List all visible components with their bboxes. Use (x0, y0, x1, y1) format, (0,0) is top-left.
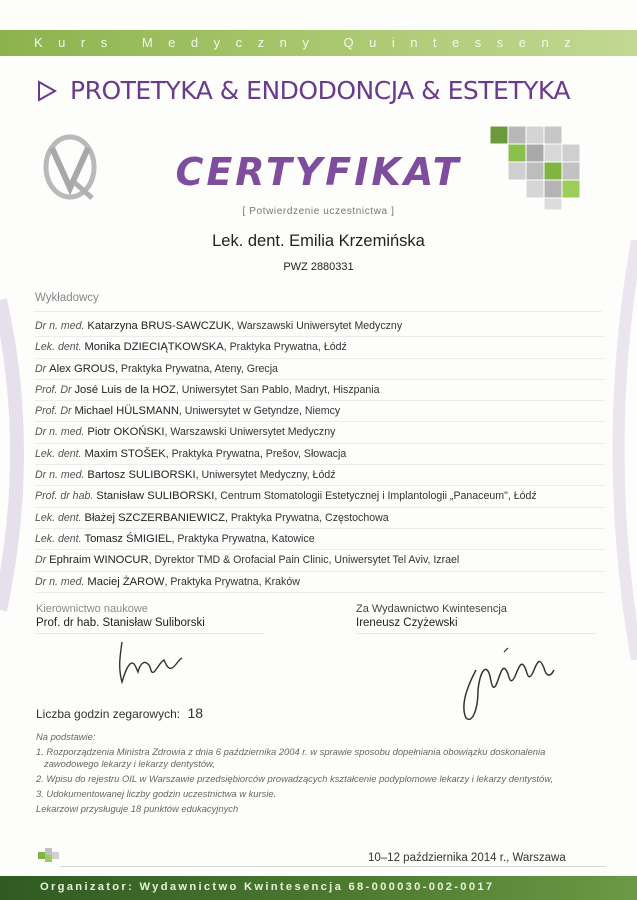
recipient-name: Lek. dent. Emilia Krzemińska (212, 232, 425, 250)
lecturer-title: Lek. dent. (35, 447, 82, 460)
lecturer-affiliation: , Warszawski Uniwersytet Medyczny (164, 426, 336, 439)
list-item (35, 572, 605, 593)
list-item (35, 316, 605, 337)
lecturer-title: Dr n. med. (35, 426, 85, 439)
event-date-place: 10–12 października 2014 r., Warszawa (368, 852, 566, 864)
list-item (35, 465, 605, 486)
list-item (35, 359, 605, 380)
lecturers-list (35, 316, 605, 593)
legal-basis-label: Na podstawie: (36, 731, 96, 742)
lecturer-title: Dr n. med. (35, 320, 85, 332)
list-item (35, 508, 605, 529)
lecturer-affiliation: , Dyrektor TMD & Orofacial Pain Clinic, Uniwersytet Tel Aviv, Izrael (148, 554, 460, 567)
lecturers-divider (34, 311, 602, 312)
lecturer-title: Prof. Dr (35, 405, 72, 418)
lecturer-name: Alex GROUS (49, 362, 116, 375)
small-cube-icon (36, 844, 62, 866)
lecturers-label: Wykładowcy (35, 292, 99, 304)
publisher-label: Za Wydawnictwo Kwintesencja (356, 603, 507, 615)
scientific-direction-label: Kierownictwo naukowe (36, 603, 148, 615)
lecturer-affiliation: , Praktyka Prywatna, Częstochowa (224, 511, 389, 524)
list-item (35, 401, 605, 422)
organizer-band (0, 876, 637, 900)
lecturer-title: Prof. dr hab. (35, 490, 94, 503)
course-band (0, 30, 637, 56)
list-item (35, 550, 605, 571)
lecturer-affiliation: , Warszawski Uniwersytet Medyczny (231, 320, 403, 332)
lecturer-title: Lek. dent. (35, 511, 82, 524)
lecturer-title: Prof. Dr (35, 383, 72, 396)
lecturer-name: Bartosz SULIBORSKI (87, 469, 196, 482)
lecturer-affiliation: , Praktyka Prywatna, Prešov, Słowacja (165, 447, 347, 460)
lecturer-affiliation: , Praktyka Prywatna, Łódź (223, 341, 347, 354)
lecturer-name: Monika DZIECIĄTKOWSKA (84, 341, 224, 354)
signature-right-icon (448, 630, 568, 725)
decorative-swirl-right (600, 240, 637, 660)
lecturer-name: Błażej SZCZERBANIEWICZ (84, 511, 225, 524)
hours-label: Liczba godzin zegarowych: (36, 707, 181, 721)
legal-basis-item-2: 2. Wpisu do rejestru OIL w Warszawie przedsiębiorców prowadzących kształcenie podyplomowe lekarzy i lekarzy dentystów, (36, 773, 554, 784)
certificate-title: CERTYFIKAT (175, 150, 462, 194)
list-item (35, 444, 605, 465)
publisher-name: Ireneusz Czyżewski (356, 617, 458, 629)
lecturer-title: Dr (35, 362, 47, 375)
course-headline (36, 76, 570, 105)
headline-text: PROTETYKA & ENDODONCJA & ESTETYKA (70, 76, 570, 105)
certificate-subtitle: [ Potwierdzenie uczestnictwa ] (242, 206, 395, 217)
lecturer-name: Ephraim WINOCUR (49, 554, 149, 567)
lecturer-name: Piotr OKOŃSKI (87, 426, 165, 439)
lecturer-title: Lek. dent. (35, 341, 82, 354)
lecturer-name: Maciej ŻAROW (87, 575, 165, 588)
scientific-director-name: Prof. dr hab. Stanisław Suliborski (36, 617, 205, 629)
lecturer-affiliation: , Praktyka Prywatna, Kraków (164, 575, 300, 588)
recipient-pwz: PWZ 2880331 (283, 261, 354, 273)
lecturer-name: Michael HÜLSMANN (74, 405, 179, 418)
legal-basis-item-3: 3. Udokumentowanej liczby godzin uczestnictwa w kursie. (36, 788, 277, 799)
footer-divider (60, 866, 606, 867)
list-item (35, 380, 605, 401)
lecturer-title: Lek. dent. (35, 532, 82, 545)
lecturer-name: José Luis de la HOZ (74, 383, 176, 396)
lecturer-affiliation: , Uniwersytet Medyczny, Łódź (195, 469, 336, 482)
lecturer-name: Katarzyna BRUS-SAWCZUK (87, 320, 232, 332)
lecturer-affiliation: , Uniwersytet San Pablo, Madryt, Hiszpania (175, 383, 380, 396)
list-item (35, 337, 605, 358)
lecturer-title: Dr n. med. (35, 469, 85, 482)
legal-basis-item-1: 1. Rozporządzenia Ministra Zdrowia z dnia 6 października 2004 r. w sprawie sposobu dopełniania obowiązku doskonalenia (36, 746, 546, 757)
legal-basis (36, 731, 608, 815)
course-band-text: Kurs Medyczny Quintessenz (34, 35, 587, 50)
lecturer-name: Stanisław SULIBORSKI (96, 490, 215, 503)
lecturer-name: Maxim STOŠEK (84, 447, 166, 460)
education-points: Lekarzowi przysługuje 18 punktów edukacyjnych (36, 803, 239, 814)
hours-line (36, 705, 203, 721)
legal-basis-item-1-cont: zawodowego lekarzy i lekarzy dentystów, (44, 758, 215, 769)
signature-divider-left (35, 633, 265, 634)
hours-value: 18 (187, 705, 204, 721)
organizer-text: Organizator: Wydawnictwo Kwintesencja 68-000030-002-0017 (40, 881, 495, 893)
lecturer-title: Dr (35, 554, 47, 567)
signature-left-icon (100, 638, 200, 688)
list-item (35, 486, 605, 507)
list-item (35, 529, 605, 550)
lecturer-title: Dr n. med. (35, 575, 85, 588)
lecturer-affiliation: , Centrum Stomatologii Estetycznej i Implantologii „Panaceum", Łódź (214, 490, 537, 503)
list-item (35, 422, 605, 443)
lecturer-affiliation: , Praktyka Prywatna, Katowice (171, 532, 315, 545)
lecturer-affiliation: , Praktyka Prywatna, Ateny, Grecja (115, 362, 278, 375)
play-triangle-icon (36, 80, 58, 102)
decorative-swirl-left (0, 290, 40, 620)
lecturer-name: Tomasz ŚMIGIEL (84, 532, 172, 545)
lecturer-affiliation: , Uniwersytet w Getyndze, Niemcy (178, 405, 341, 418)
